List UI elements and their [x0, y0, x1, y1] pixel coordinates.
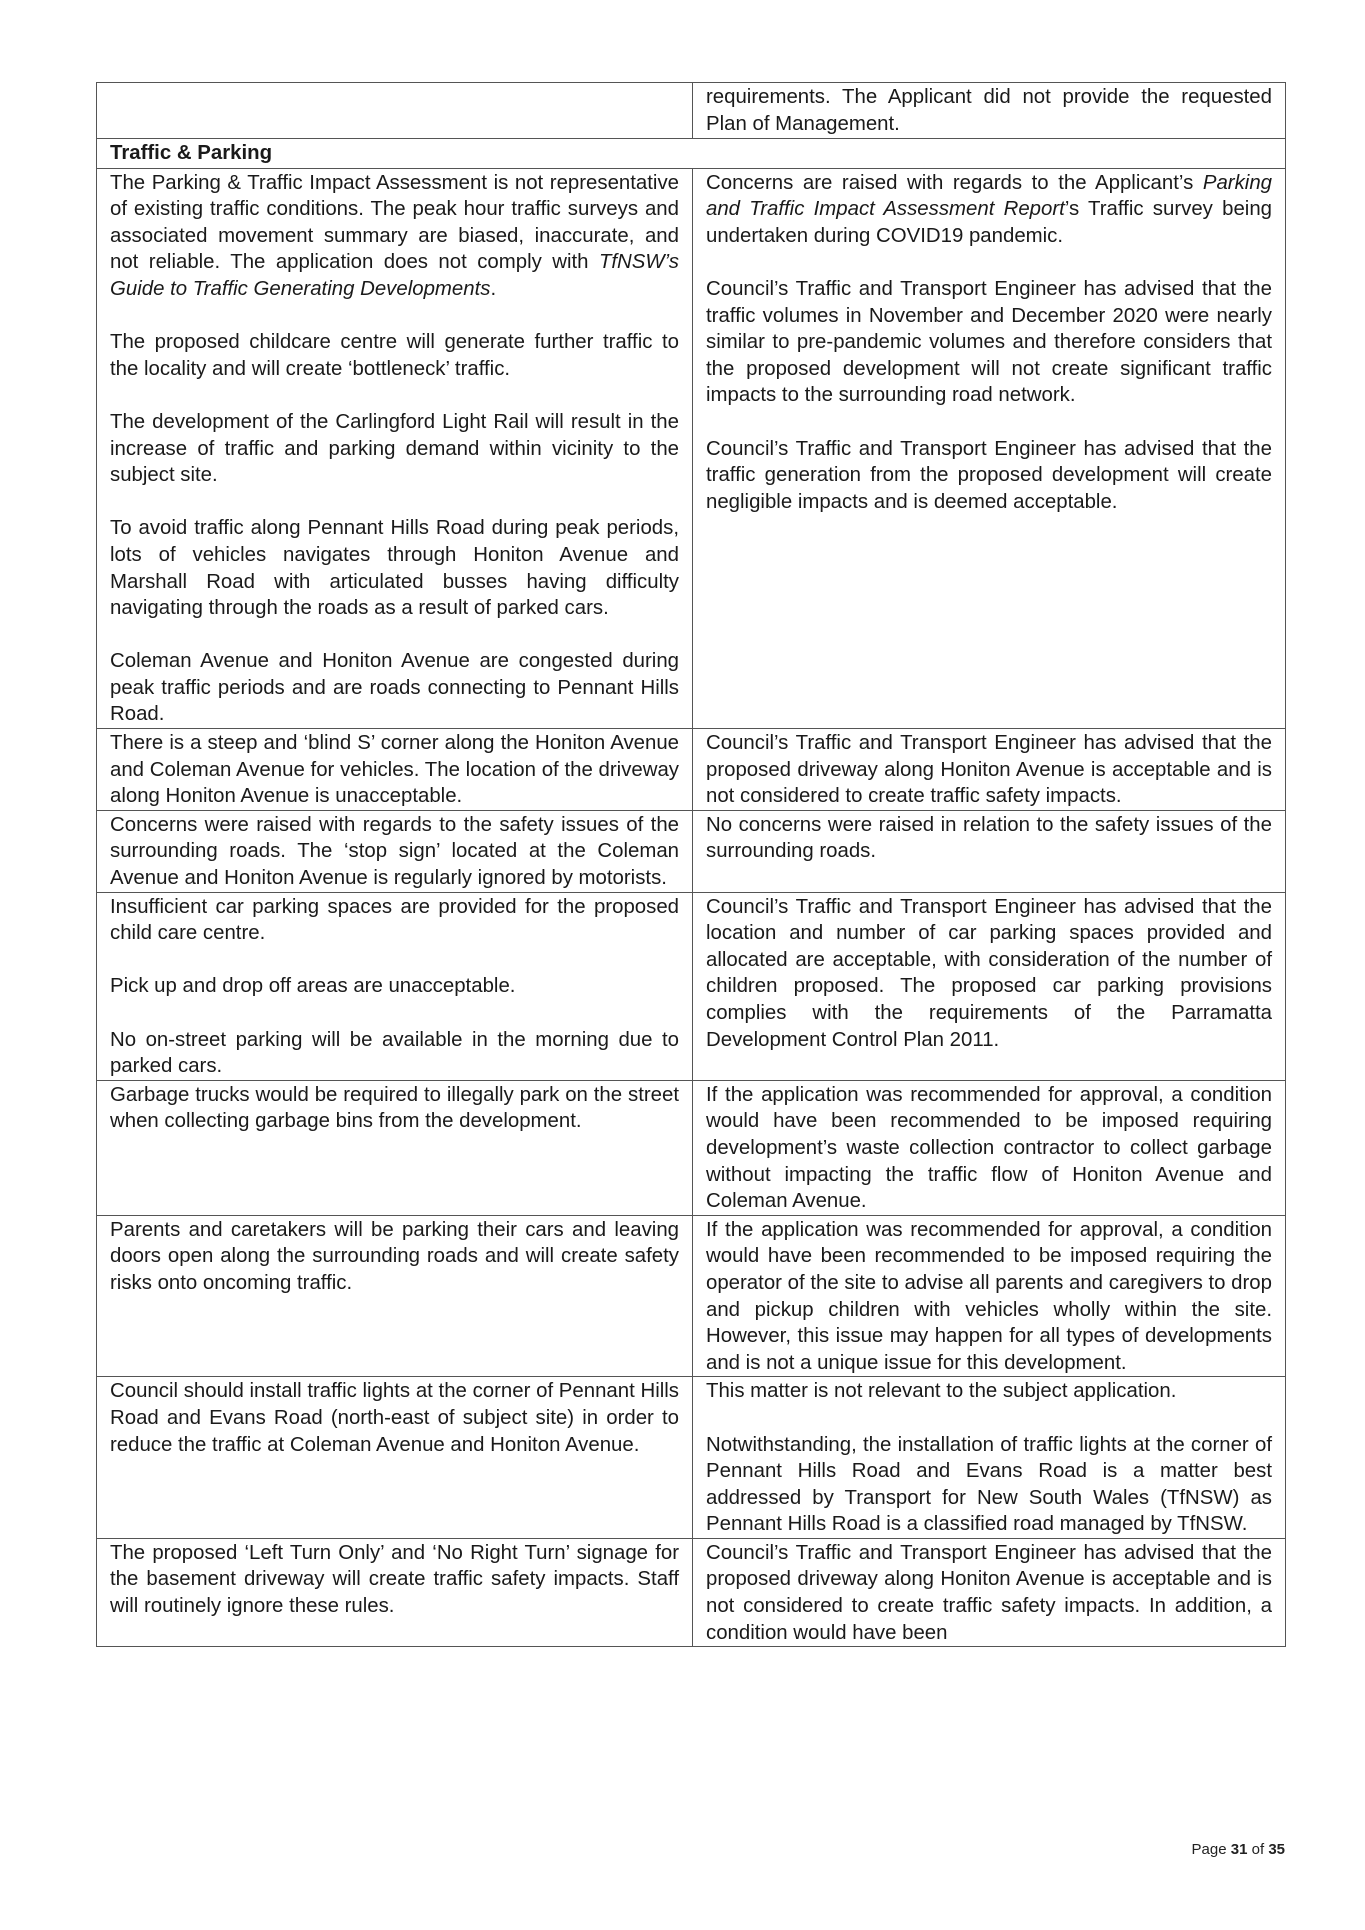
table-row: [97, 168, 1286, 728]
text-run: The proposed childcare centre will generate further traffic to the locality and will create ‘bottleneck’ traffic.: [110, 331, 679, 380]
response-cell: [693, 168, 1286, 728]
text-run: Coleman Avenue and Honiton Avenue are congested during peak traffic periods and are roads connecting to Pennant Hills Road.: [110, 650, 679, 726]
continuation-left-cell: [97, 83, 693, 139]
submission-paragraph: [110, 1540, 679, 1620]
text-run: Garbage trucks would be required to illegally park on the street when collecting garbage bins from the development.: [110, 1083, 679, 1133]
response-paragraph: [706, 894, 1272, 1054]
response-paragraph: [706, 812, 1272, 865]
submission-paragraph: [110, 894, 679, 947]
submission-paragraph: [110, 973, 679, 1000]
submission-paragraph: [110, 812, 679, 892]
text-run: This matter is not relevant to the subject application.: [706, 1380, 1177, 1403]
response-cell: [693, 810, 1286, 892]
submission-cell: [97, 729, 693, 811]
text-run: Notwithstanding, the installation of traffic lights at the corner of Pennant Hills Road and Evans Road is a matter best addressed by Transport for New South Wales (TfNSW) as Pennant Hills Road is a classified road managed by TfNSW.: [706, 1433, 1272, 1536]
response-paragraph: [706, 730, 1272, 810]
submission-paragraph: [110, 515, 679, 621]
submission-paragraph: [110, 730, 679, 810]
text-run: Insufficient car parking spaces are provided for the proposed child care centre.: [110, 895, 679, 945]
response-paragraph: [706, 1432, 1272, 1538]
page-number: [1192, 1841, 1285, 1858]
text-run: To avoid traffic along Pennant Hills Road during peak periods, lots of vehicles navigates through Honiton Avenue and Marshall Road with articulated busses having difficulty navigating through the roads as a result of parked cars.: [110, 517, 679, 620]
response-cell: [693, 892, 1286, 1080]
submission-cell: [97, 892, 693, 1080]
response-paragraph: [706, 1378, 1272, 1405]
response-paragraph: [706, 1082, 1272, 1215]
submission-paragraph: [110, 409, 679, 489]
response-cell: [693, 1538, 1286, 1646]
response-cell: [693, 1377, 1286, 1539]
text-run: Council’s Traffic and Transport Engineer has advised that the traffic generation from the proposed development will create negligible impacts and is deemed acceptable.: [706, 437, 1272, 513]
submission-cell: [97, 1080, 693, 1215]
text-run: ’s Traffic survey being undertaken during COVID19 pandemic.: [706, 198, 1272, 247]
text-run: Council’s Traffic and Transport Engineer has advised that the proposed driveway along Honiton Avenue is acceptable and is not considered to create traffic safety impacts.: [706, 732, 1272, 808]
page-label: Page: [1191, 1841, 1227, 1858]
submission-paragraph: [110, 170, 679, 303]
text-run: Council should install traffic lights at the corner of Pennant Hills Road and Evans Road (north-east of subject site) in order to reduce the traffic at Coleman Avenue and Honiton Avenue.: [110, 1380, 679, 1456]
response-cell: [693, 1215, 1286, 1377]
text-run: Council’s Traffic and Transport Engineer has advised that the traffic volumes in November and December 2020 were nearly similar to pre-pandemic volumes and therefore considers that the proposed development will not create significant traffic impacts to the surrounding road network.: [706, 277, 1272, 407]
table-row: [97, 1215, 1286, 1377]
table-row: [97, 1080, 1286, 1215]
page-current: 31: [1230, 1841, 1248, 1858]
section-heading: Traffic & Parking: [97, 139, 1286, 169]
table-body: [97, 83, 1286, 1647]
text-run: Pick up and drop off areas are unacceptable.: [110, 975, 516, 998]
italic-text: TfNSW’s Guide to Traffic Generating Developments: [110, 251, 679, 300]
response-paragraph: [706, 1540, 1272, 1646]
table-row: [97, 810, 1286, 892]
text-run: .: [490, 277, 497, 300]
section-heading-row: [97, 139, 1286, 169]
text-run: If the application was recommended for approval, a condition would have been recommended to be imposed requiring development’s waste collection contractor to collect garbage without impacting the traffic flow of Honiton Avenue and Coleman Avenue.: [706, 1083, 1272, 1213]
page-of: of: [1251, 1841, 1265, 1858]
text-run: The development of the Carlingford Light Rail will result in the increase of traffic and parking demand within vicinity to the subject site.: [110, 410, 679, 487]
table-row: [97, 1377, 1286, 1539]
submission-paragraph: [110, 1082, 679, 1135]
response-paragraph: [706, 170, 1272, 250]
submission-cell: [97, 1377, 693, 1539]
text-run: Council’s Traffic and Transport Engineer has advised that the proposed driveway along Honiton Avenue is acceptable and is not considered to create traffic safety impacts. In addition, a condition would have been: [706, 1541, 1272, 1644]
submission-paragraph: [110, 1217, 679, 1297]
text-run: Concerns are raised with regards to the Applicant’s: [706, 171, 1203, 194]
submission-cell: [97, 168, 693, 728]
text-run: The proposed ‘Left Turn Only’ and ‘No Right Turn’ signage for the basement driveway will create traffic safety impacts. Staff will routinely ignore these rules.: [110, 1541, 679, 1618]
response-cell: [693, 1080, 1286, 1215]
table-row: [97, 1538, 1286, 1646]
submission-paragraph: [110, 648, 679, 728]
continuation-right-cell: requirements. The Applicant did not provide the requested Plan of Management.: [693, 83, 1286, 139]
response-paragraph: [706, 436, 1272, 516]
text-run: Concerns were raised with regards to the safety issues of the surrounding roads. The ‘stop sign’ located at the Coleman Avenue and Honiton Avenue is regularly ignored by motorists.: [110, 813, 679, 890]
italic-text: Parking and Traffic Impact Assessment Report: [706, 171, 1272, 221]
text-run: No concerns were raised in relation to the safety issues of the surrounding roads.: [706, 813, 1272, 863]
table-row: [97, 892, 1286, 1080]
text-run: No on-street parking will be available in the morning due to parked cars.: [110, 1028, 679, 1078]
text-run: If the application was recommended for approval, a condition would have been recommended to be imposed requiring the operator of the site to advise all parents and caregivers to drop and pickup children with vehicles wholly within the site. However, this issue may happen for all types of developments and is not a unique issue for this development.: [706, 1218, 1272, 1374]
submission-cell: [97, 1538, 693, 1646]
submissions-table: [96, 82, 1286, 1647]
text-run: Council’s Traffic and Transport Engineer has advised that the location and number of car parking spaces provided and allocated are acceptable, with consideration of the number of children proposed. The proposed car parking provisions complies with the requirements of the Parramatta Development Control Plan 2011.: [706, 895, 1272, 1051]
response-paragraph: [706, 1217, 1272, 1377]
page-total: 35: [1268, 1841, 1285, 1858]
submission-cell: [97, 1215, 693, 1377]
submission-paragraph: [110, 1378, 679, 1458]
response-cell: [693, 729, 1286, 811]
continuation-row: [97, 83, 1286, 139]
text-run: There is a steep and ‘blind S’ corner along the Honiton Avenue and Coleman Avenue for vehicles. The location of the driveway along Honiton Avenue is unacceptable.: [110, 732, 679, 808]
text-run: Parents and caretakers will be parking their cars and leaving doors open along the surrounding roads and will create safety risks onto oncoming traffic.: [110, 1218, 679, 1294]
table-row: [97, 729, 1286, 811]
submission-paragraph: [110, 329, 679, 382]
submission-cell: [97, 810, 693, 892]
text-run: The Parking & Traffic Impact Assessment is not representative of existing traffic conditions. The peak hour traffic surveys and associated movement summary are biased, inaccurate, and not reliable. The application does not comply with: [110, 171, 679, 274]
submission-paragraph: [110, 1027, 679, 1080]
response-paragraph: [706, 276, 1272, 409]
